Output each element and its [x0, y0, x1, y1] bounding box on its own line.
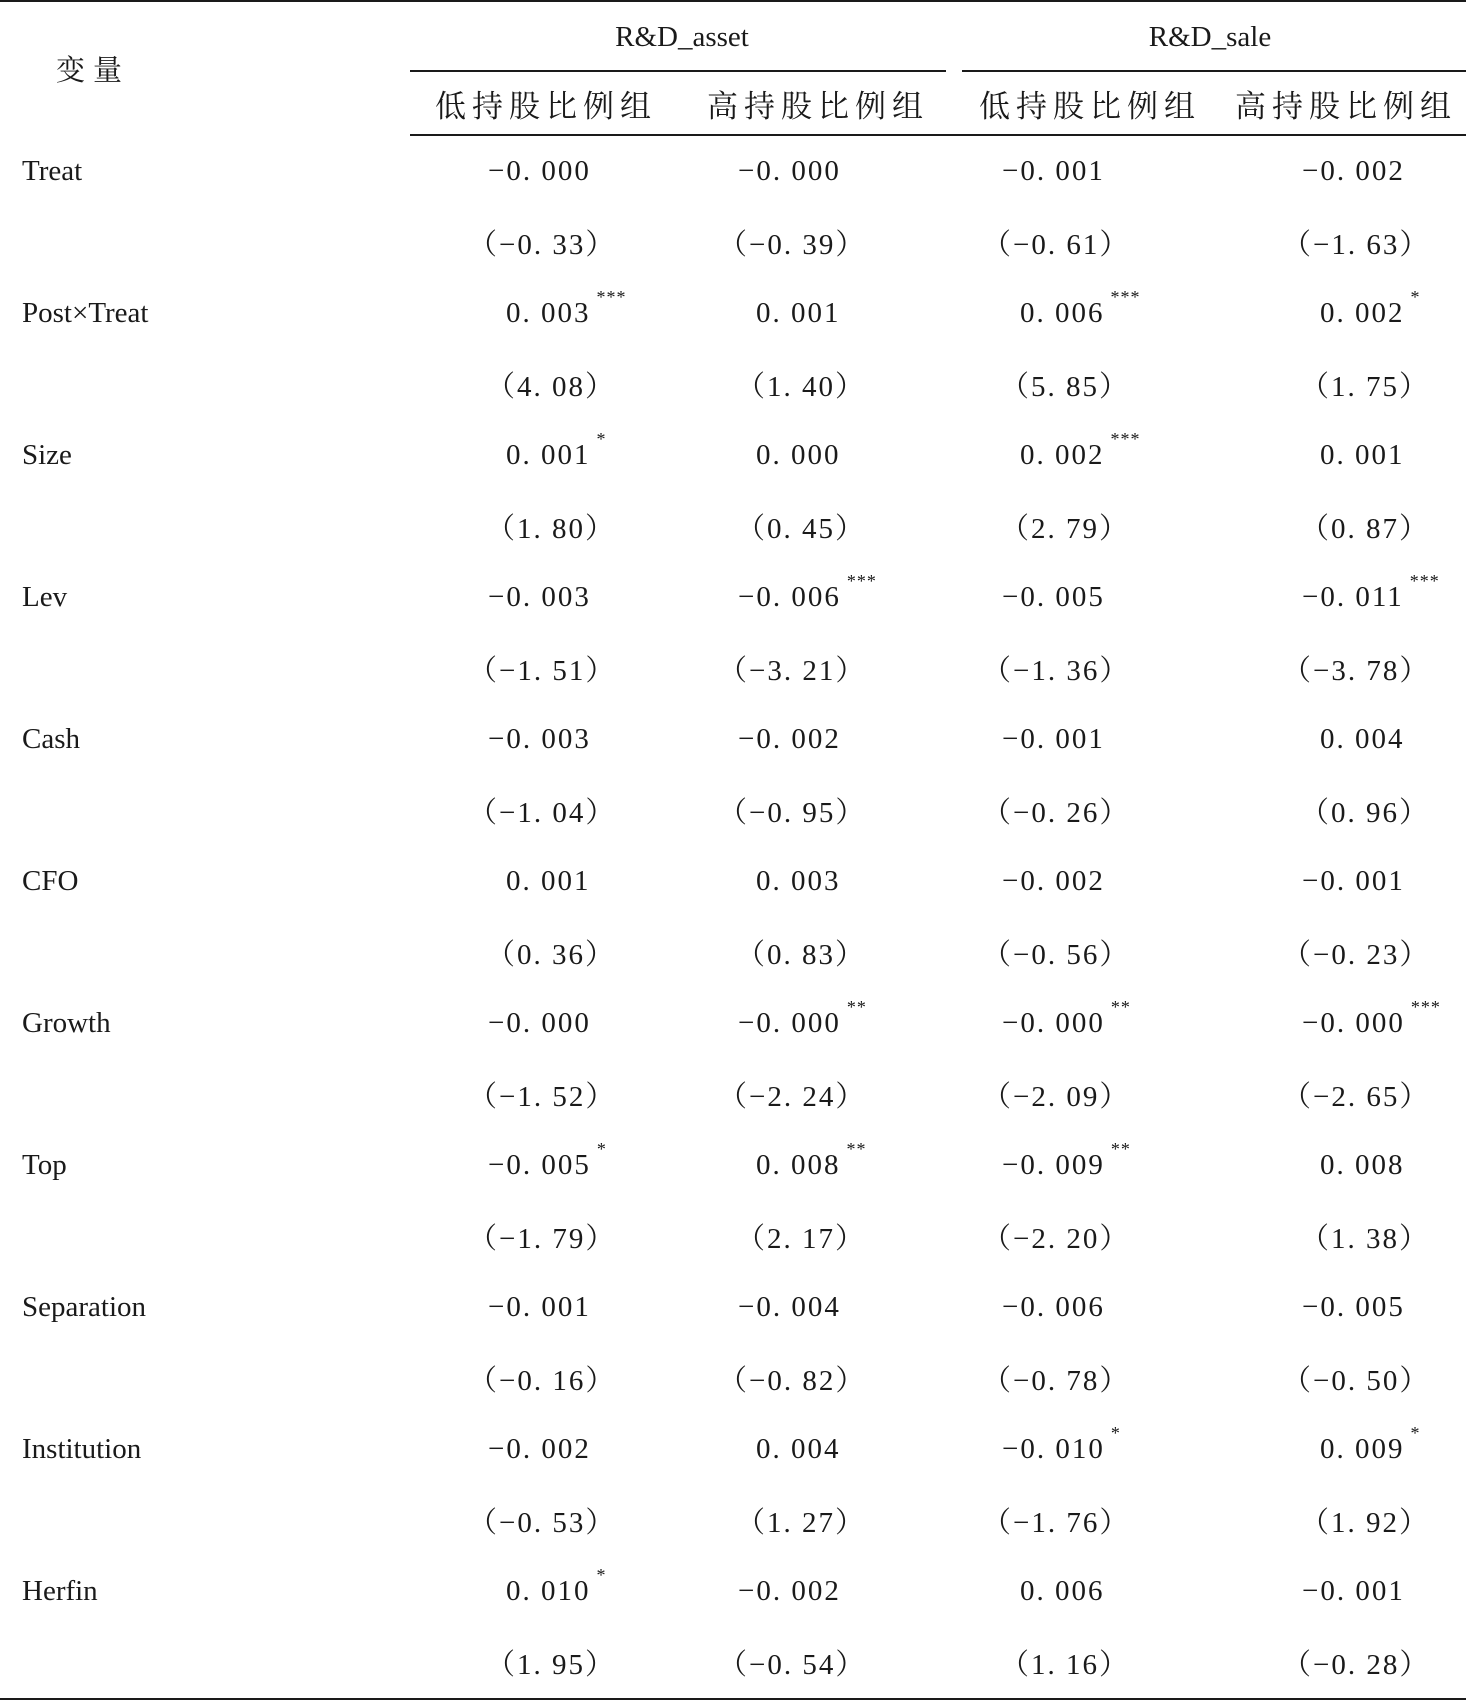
tstat-cell [682, 1627, 954, 1699]
coefficient-text: −0. 001 [1002, 723, 1105, 755]
variable-label: Separation [22, 1291, 147, 1323]
variable-label: CFO [22, 865, 79, 897]
coefficient-cell [954, 1272, 1226, 1343]
subgroup-header: 低持股比例组 [410, 72, 682, 135]
significance-stars: ** [1110, 1139, 1131, 1159]
coefficient-text: 0. 004 [1320, 723, 1405, 755]
coefficient-text: 0. 000 [756, 439, 841, 471]
tstat-cell [410, 1201, 682, 1272]
tstat-cell [954, 491, 1226, 562]
tstat-value: （1. 75） [1300, 371, 1431, 403]
empty-label-cell [0, 1201, 410, 1272]
coefficient-cell [410, 135, 682, 207]
tstat-value: （−0. 61） [982, 229, 1131, 261]
empty-label-cell [0, 917, 410, 988]
significance-stars: * [596, 429, 607, 449]
coefficient-text: −0. 006 [1002, 1291, 1105, 1323]
variable-label: Lev [22, 581, 68, 613]
coefficient-text: −0. 002 [738, 1575, 841, 1607]
coefficient-cell [954, 278, 1226, 349]
tstat-row [0, 1627, 1466, 1699]
empty-label-cell [0, 1485, 410, 1556]
coefficient-cell [1226, 988, 1466, 1059]
coefficient-value [1002, 1291, 1105, 1324]
coefficient-text: −0. 005 [488, 1149, 591, 1181]
group-label: R&D_sale [1148, 20, 1272, 53]
coefficient-cell [954, 1414, 1226, 1485]
coefficient-cell [410, 278, 682, 349]
coefficient-cell [954, 988, 1226, 1059]
coefficient-text: 0. 006 [1020, 297, 1105, 329]
tstat-value: （−2. 20） [982, 1223, 1131, 1255]
subgroup-header: 高持股比例组 [1226, 72, 1466, 135]
table-row [0, 420, 1466, 491]
tstat-cell [682, 917, 954, 988]
tstat-cell [682, 349, 954, 420]
coefficient-text: −0. 009 [1002, 1149, 1105, 1181]
coefficient-cell [954, 135, 1226, 207]
group-underline [410, 70, 946, 72]
tstat-value: （4. 08） [486, 371, 617, 403]
coefficient-cell [682, 562, 954, 633]
coefficient-value [1302, 155, 1405, 188]
coefficient-value [1002, 1423, 1121, 1466]
coefficient-text: 0. 001 [1320, 439, 1405, 471]
coefficient-text: −0. 000 [1302, 1007, 1405, 1039]
coefficient-cell [1226, 420, 1466, 491]
tstat-cell [682, 633, 954, 704]
coefficient-cell [1226, 1414, 1466, 1485]
coefficient-value [756, 865, 841, 898]
coefficient-cell [954, 420, 1226, 491]
variable-label: Cash [22, 723, 80, 755]
coefficient-value [1002, 155, 1105, 188]
table-row [0, 278, 1466, 349]
tstat-value: （−0. 56） [982, 939, 1131, 971]
coefficient-value [738, 1291, 841, 1324]
coefficient-text: −0. 004 [738, 1291, 841, 1323]
tstat-value: （0. 36） [486, 939, 617, 971]
tstat-cell [410, 491, 682, 562]
coefficient-text: 0. 008 [1320, 1149, 1405, 1181]
coefficient-cell [1226, 1556, 1466, 1627]
significance-stars: *** [1110, 429, 1141, 449]
tstat-row [0, 207, 1466, 278]
coefficient-text: −0. 000 [488, 1007, 591, 1039]
coefficient-cell [682, 988, 954, 1059]
coefficient-value [1302, 865, 1405, 898]
table-row [0, 988, 1466, 1059]
coefficient-value [738, 571, 877, 614]
coefficient-text: −0. 001 [1302, 1575, 1405, 1607]
empty-label-cell [0, 1627, 410, 1699]
tstat-value: （−3. 78） [1282, 655, 1431, 687]
tstat-value: （−1. 51） [468, 655, 617, 687]
coefficient-value [1002, 581, 1105, 614]
tstat-value: （−3. 21） [718, 655, 867, 687]
tstat-cell [954, 1201, 1226, 1272]
coefficient-cell [410, 704, 682, 775]
coefficient-value [1320, 439, 1405, 472]
coefficient-value [506, 287, 627, 330]
significance-stars: *** [1410, 997, 1441, 1017]
empty-label-cell [0, 349, 410, 420]
tstat-value: （−0. 33） [468, 229, 617, 261]
coefficient-value [738, 1575, 841, 1608]
tstat-value: （−0. 39） [718, 229, 867, 261]
table-row [0, 562, 1466, 633]
coefficient-value [1320, 1423, 1421, 1466]
tstat-value: （0. 87） [1300, 513, 1431, 545]
coefficient-cell [1226, 562, 1466, 633]
tstat-cell [682, 775, 954, 846]
coefficient-text: −0. 000 [488, 155, 591, 187]
tstat-cell [410, 1485, 682, 1556]
coefficient-value [506, 429, 607, 472]
tstat-value: （−0. 54） [718, 1649, 867, 1681]
coefficient-value [738, 723, 841, 756]
coefficient-text: −0. 005 [1302, 1291, 1405, 1323]
tstat-cell [1226, 1201, 1466, 1272]
coefficient-value [1320, 287, 1421, 330]
variable-label: Treat [22, 154, 83, 187]
tstat-value: （−0. 78） [982, 1365, 1131, 1397]
group-label: R&D_asset [615, 20, 749, 53]
coefficient-text: −0. 000 [738, 155, 841, 187]
empty-label-cell [0, 633, 410, 704]
tstat-value: （−2. 24） [718, 1081, 867, 1113]
tstat-cell [1226, 775, 1466, 846]
variable-label: Post×Treat [22, 297, 149, 329]
tstat-cell [954, 349, 1226, 420]
significance-stars: *** [1409, 571, 1440, 591]
subgroup-header: 高持股比例组 [682, 72, 954, 135]
coefficient-text: 0. 006 [1020, 1575, 1105, 1607]
tstat-row [0, 917, 1466, 988]
coefficient-value [1002, 723, 1105, 756]
table-row [0, 1414, 1466, 1485]
coefficient-value [1002, 1139, 1131, 1182]
coefficient-text: 0. 008 [756, 1149, 841, 1181]
tstat-value: （1. 40） [736, 371, 867, 403]
coefficient-cell [682, 704, 954, 775]
coefficient-cell [682, 1130, 954, 1201]
coefficient-cell [1226, 704, 1466, 775]
coefficient-value [738, 997, 867, 1040]
coefficient-text: −0. 000 [738, 1007, 841, 1039]
coefficient-text: 0. 003 [506, 297, 591, 329]
coefficient-cell [410, 562, 682, 633]
table-body [0, 135, 1466, 1699]
variable-label: Institution [22, 1433, 142, 1465]
coefficient-text: 0. 010 [506, 1575, 591, 1607]
table-row [0, 1272, 1466, 1343]
coefficient-text: −0. 001 [1302, 865, 1405, 897]
coefficient-text: −0. 002 [738, 723, 841, 755]
tstat-cell [410, 349, 682, 420]
tstat-cell [1226, 1059, 1466, 1130]
tstat-value: （−0. 53） [468, 1507, 617, 1539]
coefficient-cell [410, 1272, 682, 1343]
table-row [0, 1130, 1466, 1201]
empty-label-cell [0, 207, 410, 278]
variable-column-header: 变量 [56, 53, 131, 87]
significance-stars: * [596, 1565, 607, 1585]
coefficient-value [488, 1433, 591, 1466]
tstat-cell [410, 207, 682, 278]
coefficient-cell [410, 1414, 682, 1485]
tstat-row [0, 1343, 1466, 1414]
coefficient-text: −0. 010 [1002, 1433, 1105, 1465]
coefficient-cell [682, 278, 954, 349]
coefficient-value [488, 1007, 591, 1040]
tstat-cell [682, 1343, 954, 1414]
coefficient-value [756, 1139, 867, 1182]
coefficient-text: −0. 001 [488, 1291, 591, 1323]
significance-stars: *** [1110, 287, 1141, 307]
coefficient-value [756, 1433, 841, 1466]
coefficient-value [506, 865, 591, 898]
coefficient-text: −0. 001 [1002, 155, 1105, 187]
significance-stars: * [1410, 1423, 1421, 1443]
tstat-value: （5. 85） [1000, 371, 1131, 403]
tstat-cell [954, 917, 1226, 988]
coefficient-text: 0. 001 [506, 439, 591, 471]
coefficient-cell [954, 846, 1226, 917]
group-header-rd-asset [410, 2, 954, 72]
group-header-rd-sale [954, 2, 1466, 72]
coefficient-value [1302, 1291, 1405, 1324]
coefficient-text: −0. 011 [1302, 581, 1404, 613]
significance-stars: *** [846, 571, 877, 591]
variable-label: Herfin [22, 1575, 98, 1607]
coefficient-text: −0. 002 [488, 1433, 591, 1465]
coefficient-value [1320, 1149, 1405, 1182]
tstat-value: （−1. 79） [468, 1223, 617, 1255]
coefficient-text: −0. 005 [1002, 581, 1105, 613]
tstat-cell [954, 1485, 1226, 1556]
coefficient-text: −0. 002 [1302, 155, 1405, 187]
tstat-cell [1226, 207, 1466, 278]
tstat-cell [954, 1627, 1226, 1699]
tstat-cell [954, 207, 1226, 278]
empty-label-cell [0, 491, 410, 562]
coefficient-text: −0. 002 [1002, 865, 1105, 897]
coefficient-text: 0. 002 [1020, 439, 1105, 471]
tstat-cell [954, 775, 1226, 846]
tstat-value: （−0. 16） [468, 1365, 617, 1397]
empty-label-cell [0, 1059, 410, 1130]
tstat-cell [954, 1343, 1226, 1414]
table-row [0, 135, 1466, 207]
significance-stars: ** [846, 997, 867, 1017]
tstat-value: （−2. 65） [1282, 1081, 1431, 1113]
tstat-cell [1226, 633, 1466, 704]
group-underline [962, 70, 1466, 72]
coefficient-cell [682, 1272, 954, 1343]
tstat-cell [1226, 491, 1466, 562]
coefficient-value [1302, 571, 1440, 614]
coefficient-value [506, 1565, 607, 1608]
tstat-value: （2. 17） [736, 1223, 867, 1255]
tstat-cell [954, 633, 1226, 704]
coefficient-value [488, 723, 591, 756]
variable-label: Size [22, 439, 72, 471]
tstat-value: （−1. 63） [1282, 229, 1431, 261]
tstat-row [0, 1485, 1466, 1556]
tstat-value: （−0. 26） [982, 797, 1131, 829]
tstat-cell [1226, 1485, 1466, 1556]
coefficient-cell [410, 846, 682, 917]
tstat-value: （−1. 36） [982, 655, 1131, 687]
tstat-value: （1. 38） [1300, 1223, 1431, 1255]
coefficient-text: −0. 006 [738, 581, 841, 613]
subgroup-header: 低持股比例组 [954, 72, 1226, 135]
tstat-value: （−1. 52） [468, 1081, 617, 1113]
coefficient-value [1002, 865, 1105, 898]
tstat-value: （1. 80） [486, 513, 617, 545]
tstat-value: （−2. 09） [982, 1081, 1131, 1113]
coefficient-text: −0. 003 [488, 723, 591, 755]
table-row [0, 1556, 1466, 1627]
coefficient-cell [954, 1130, 1226, 1201]
tstat-value: （−0. 50） [1282, 1365, 1431, 1397]
tstat-value: （−1. 04） [468, 797, 617, 829]
tstat-cell [682, 1485, 954, 1556]
tstat-row [0, 1201, 1466, 1272]
coefficient-value [488, 155, 591, 188]
tstat-cell [410, 1627, 682, 1699]
coefficient-cell [1226, 1272, 1466, 1343]
coefficient-cell [682, 135, 954, 207]
tstat-cell [1226, 1343, 1466, 1414]
significance-stars: * [1110, 1423, 1121, 1443]
coefficient-value [488, 1291, 591, 1324]
tstat-cell [1226, 349, 1466, 420]
coefficient-cell [410, 988, 682, 1059]
tstat-row [0, 491, 1466, 562]
tstat-value: （−0. 28） [1282, 1649, 1431, 1681]
coefficient-cell [1226, 135, 1466, 207]
tstat-value: （0. 96） [1300, 797, 1431, 829]
tstat-cell [410, 917, 682, 988]
coefficient-value [1020, 287, 1141, 330]
coefficient-text: 0. 001 [506, 865, 591, 897]
coefficient-value [488, 581, 591, 614]
tstat-cell [1226, 917, 1466, 988]
coefficient-cell [954, 1556, 1226, 1627]
tstat-cell [954, 1059, 1226, 1130]
tstat-value: （1. 92） [1300, 1507, 1431, 1539]
coefficient-cell [954, 704, 1226, 775]
tstat-value: （0. 45） [736, 513, 867, 545]
coefficient-text: −0. 003 [488, 581, 591, 613]
coefficient-value [1302, 1575, 1405, 1608]
tstat-cell [682, 1201, 954, 1272]
tstat-cell [1226, 1627, 1466, 1699]
tstat-row [0, 633, 1466, 704]
coefficient-cell [682, 1556, 954, 1627]
significance-stars: ** [1110, 997, 1131, 1017]
table-row [0, 704, 1466, 775]
tstat-value: （−0. 82） [718, 1365, 867, 1397]
tstat-value: （−0. 95） [718, 797, 867, 829]
tstat-cell [410, 633, 682, 704]
coefficient-cell [1226, 278, 1466, 349]
coefficient-value [1320, 723, 1405, 756]
coefficient-cell [1226, 1130, 1466, 1201]
tstat-cell [682, 491, 954, 562]
tstat-value: （2. 79） [1000, 513, 1131, 545]
significance-stars: * [596, 1139, 607, 1159]
coefficient-cell [682, 420, 954, 491]
coefficient-cell [682, 846, 954, 917]
tstat-row [0, 775, 1466, 846]
coefficient-text: 0. 003 [756, 865, 841, 897]
variable-label: Top [22, 1149, 67, 1181]
coefficient-text: 0. 004 [756, 1433, 841, 1465]
coefficient-value [756, 439, 841, 472]
tstat-cell [410, 775, 682, 846]
significance-stars: *** [596, 287, 627, 307]
tstat-value: （−0. 23） [1282, 939, 1431, 971]
empty-label-cell [0, 775, 410, 846]
tstat-row [0, 349, 1466, 420]
coefficient-text: 0. 001 [756, 297, 841, 329]
significance-stars: ** [846, 1139, 867, 1159]
variable-label: Growth [22, 1007, 111, 1039]
coefficient-cell [682, 1414, 954, 1485]
coefficient-value [1020, 429, 1141, 472]
coefficient-cell [410, 420, 682, 491]
coefficient-value [488, 1139, 607, 1182]
tstat-cell [682, 207, 954, 278]
coefficient-cell [410, 1130, 682, 1201]
coefficient-value [1002, 997, 1131, 1040]
coefficient-cell [954, 562, 1226, 633]
coefficient-value [756, 297, 841, 330]
tstat-row [0, 1059, 1466, 1130]
tstat-value: （1. 27） [736, 1507, 867, 1539]
tstat-cell [682, 1059, 954, 1130]
coefficient-value [1302, 997, 1441, 1040]
coefficient-cell [1226, 846, 1466, 917]
tstat-value: （−1. 76） [982, 1507, 1131, 1539]
coefficient-cell [410, 1556, 682, 1627]
coefficient-text: 0. 009 [1320, 1433, 1405, 1465]
tstat-cell [410, 1059, 682, 1130]
tstat-value: （1. 16） [1000, 1649, 1131, 1681]
tstat-value: （1. 95） [486, 1649, 617, 1681]
tstat-cell [410, 1343, 682, 1414]
tstat-value: （0. 83） [736, 939, 867, 971]
empty-label-cell [0, 1343, 410, 1414]
significance-stars: * [1410, 287, 1421, 307]
table-row [0, 846, 1466, 917]
coefficient-value [738, 155, 841, 188]
coefficient-text: 0. 002 [1320, 297, 1405, 329]
coefficient-value [1020, 1575, 1105, 1608]
coefficient-text: −0. 000 [1002, 1007, 1105, 1039]
